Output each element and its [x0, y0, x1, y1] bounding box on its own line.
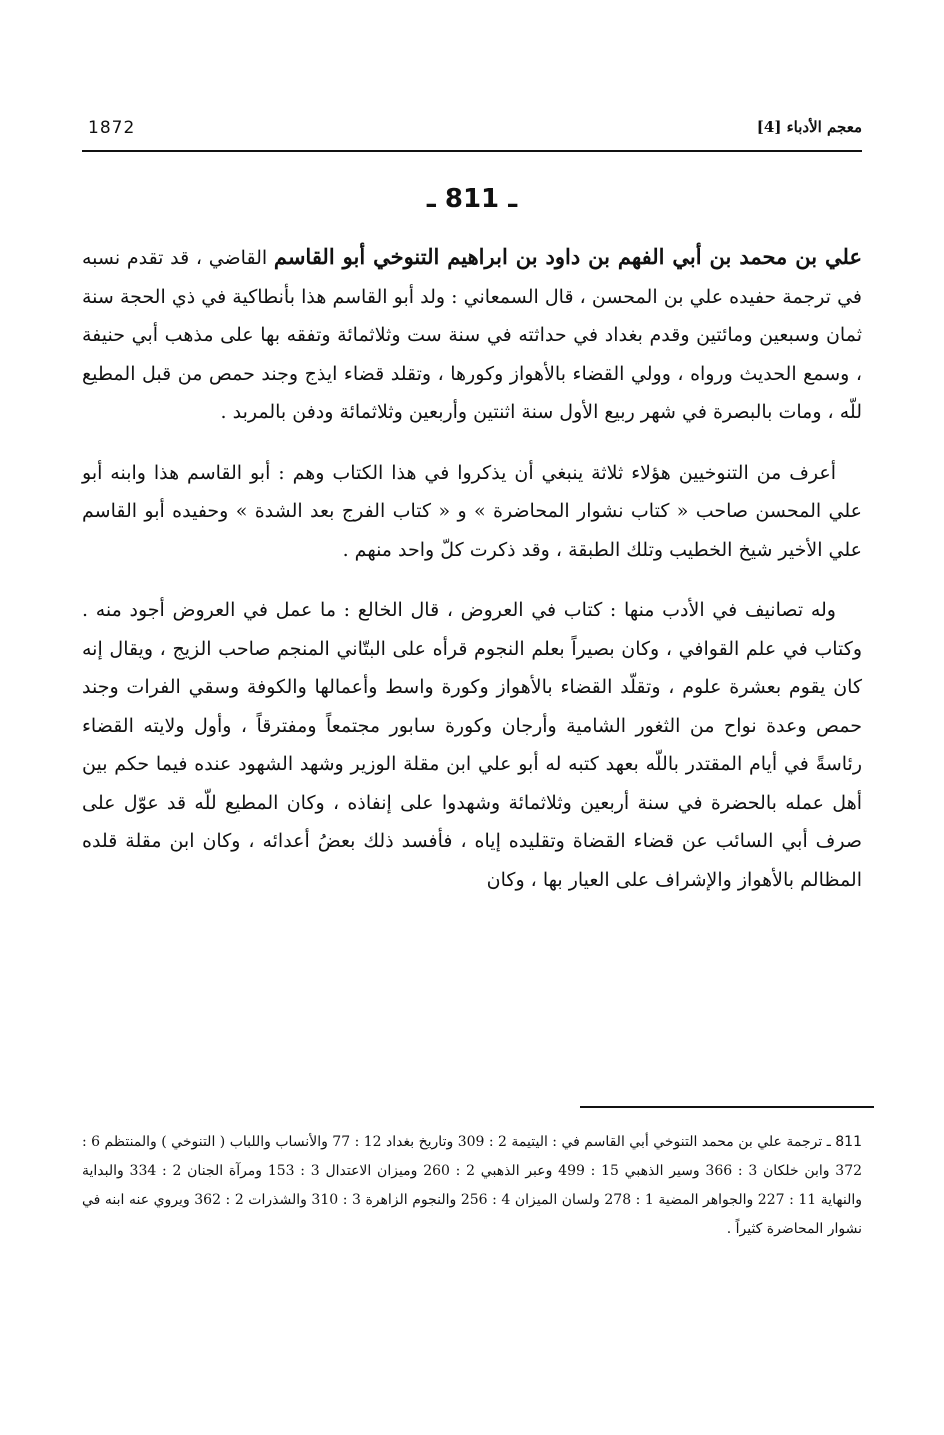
book-title: معجم الأدباء [4] — [756, 118, 862, 136]
footnote-number: 811 ـ — [826, 1134, 862, 1150]
paragraph-2: أعرف من التنوخيين هؤلاء ثلاثة ينبغي أن يذكروا في هذا الكتاب وهم : أبو القاسم هذا وابنه أبو علي المحسن صاحب « كتاب نشوار المحاضرة » و « كتاب الفرج بعد الشدة » وحفيده أبو القاسم علي الأخير شيخ الخطيب وتلك الطبقة ، وقد ذكرت كلّ واحد منهم . — [82, 461, 862, 561]
header-rule — [82, 150, 862, 152]
paragraph-1-text: القاضي ، قد تقدم نسبه في ترجمة حفيده علي بن المحسن ، قال السمعاني : ولد أبو القاسم هذا بأنطاكية في ذي الحجة سنة ثمان وسبعين ومائتين وقدم بغداد في حداثته في سنة ست وثلاثمائة وتفقه بها على مذهب أبي حنيفة ، وسمع الحديث ورواه ، وولي القضاء بالأهواز وكورها ، وتقلد قضاء ايذج وجند حمص من قبل المطيع للّه ، ومات بالبصرة في شهر ربيع الأول سنة اثنتين وأربعين وثلاثمائة ودفن بالمربد . — [82, 247, 862, 423]
paragraph-3: وله تصانيف في الأدب منها : كتاب في العروض ، قال الخالع : ما عمل في العروض أجود منه . وكتاب في علم القوافي ، وكان بصيراً بعلم النجوم قرأه على البتّاني المنجم صاحب الزيج ، ويقال إنه كان يقوم بعشرة علوم ، وتقلّد القضاء بالأهواز وكورة واسط وأعمالها والكوفة وسقي الفرات وجند حمص وعدة نواح من الثغور الشامية وأرجان وكورة سابور مجتمعاً ومفترقاً ، وأول ولايته القضاء رئاسةً في أيام المقتدر باللّه بعهد كتبه له أبو علي ابن مقلة الوزير وشهد الشهود عنده فيما حكم بين أهل عمله بالحضرة في سنة أربعين وثلاثمائة وشهدوا على إنفاذه ، وكان المطيع للّه قد عوّل على صرف أبي السائب عن قضاء القضاة وتقليده إياه ، فأفسد ذلك بعضُ أعدائه ، وكان ابن مقلة قلده المظالم بالأهواز والإشراف على العيار بها ، وكان — [82, 599, 862, 891]
footnote-rule — [580, 1106, 874, 1108]
entry-body — [82, 238, 862, 921]
paragraph-1 — [82, 238, 862, 432]
footnote — [82, 1128, 862, 1244]
footnote-text: ترجمة علي بن محمد التنوخي أبي القاسم في : اليتيمة 2 : 309 وتاريخ بغداد 12 : 77 والأنساب واللباب ( التنوخي ) والمنتظم 6 : 372 وابن خلكان 3 : 366 وسير الذهبي 15 : 499 وعبر الذهبي 2 : 260 وميزان الاعتدال 3 : 153 ومرآة الجنان 2 : 334 والبداية والنهاية 11 : 227 والجواهر المضية 1 : 278 ولسان الميزان 4 : 256 والنجوم الزاهرة 3 : 310 والشذرات 2 : 362 ويروي عنه ابنه في نشوار المحاضرة كثيراً . — [82, 1134, 863, 1237]
entry-number: ـ 811 ـ — [426, 184, 518, 214]
page-number: 1872 — [88, 118, 136, 138]
running-header — [82, 118, 862, 146]
entry-name: علي بن محمد بن أبي الفهم بن داود بن ابراهيم التنوخي أبو القاسم — [273, 244, 863, 269]
